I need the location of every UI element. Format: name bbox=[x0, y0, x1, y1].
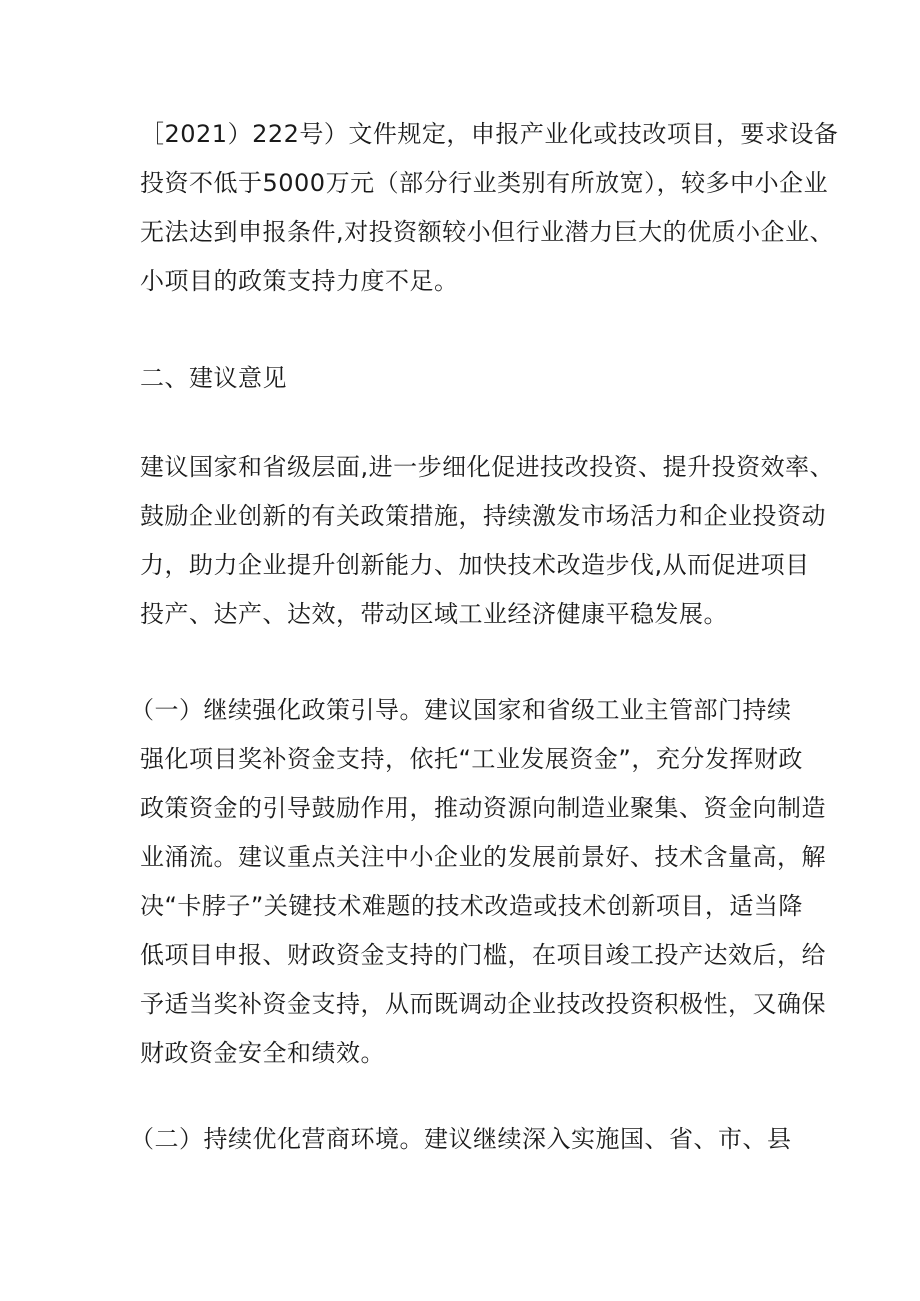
text-line: 业涌流。建议重点关注中小企业的发展前景好、技术含量高，解 bbox=[140, 843, 826, 871]
heading-text: 二、建议意见 bbox=[140, 364, 287, 392]
text-line: 小项目的政策支持力度不足。 bbox=[140, 267, 459, 295]
paragraph-policy-threshold bbox=[140, 110, 839, 306]
text-line: 决“卡脖子”关键技术难题的技术改造或技术创新项目，适当降 bbox=[140, 892, 803, 920]
text-line: （二）持续优化营商环境。建议继续深入实施国、省、市、县 bbox=[130, 1125, 792, 1153]
text-line: 力，助力企业提升创新能力、加快技术改造步伐,从而促进项目 bbox=[140, 551, 810, 579]
text-line: 予适当奖补资金支持，从而既调动企业技改投资积极性，又确保 bbox=[140, 990, 826, 1018]
text-line: （一）继续强化政策引导。建议国家和省级工业主管部门持续 bbox=[130, 696, 792, 724]
section-heading bbox=[140, 354, 790, 403]
text-line: 政策资金的引导鼓励作用，推动资源向制造业聚集、资金向制造 bbox=[140, 794, 826, 822]
paragraph-business-environment bbox=[130, 1115, 790, 1164]
text-line: 建议国家和省级层面,进一步细化促进技改投资、提升投资效率、 bbox=[140, 453, 835, 481]
paragraph-suggestions-intro bbox=[140, 443, 835, 639]
text-line: 无法达到申报条件,对投资额较小但行业潜力巨大的优质小企业、 bbox=[140, 218, 835, 246]
text-line: ［2021）222号）文件规定，申报产业化或技改项目，要求设备 bbox=[140, 120, 839, 148]
text-line: 低项目申报、财政资金支持的门槛，在项目竣工投产达效后，给 bbox=[140, 941, 826, 969]
text-line: 财政资金安全和绩效。 bbox=[140, 1039, 385, 1067]
text-line: 鼓励企业创新的有关政策措施，持续激发市场活力和企业投资动 bbox=[140, 502, 826, 530]
text-line: 投资不低于5000万元（部分行业类别有所放宽），较多中小企业 bbox=[140, 169, 829, 197]
text-line: 强化项目奖补资金支持，依托“工业发展资金”，充分发挥财政 bbox=[140, 745, 803, 773]
text-line: 投产、达产、达效，带动区域工业经济健康平稳发展。 bbox=[140, 600, 728, 628]
paragraph-policy-guidance bbox=[130, 686, 826, 1078]
